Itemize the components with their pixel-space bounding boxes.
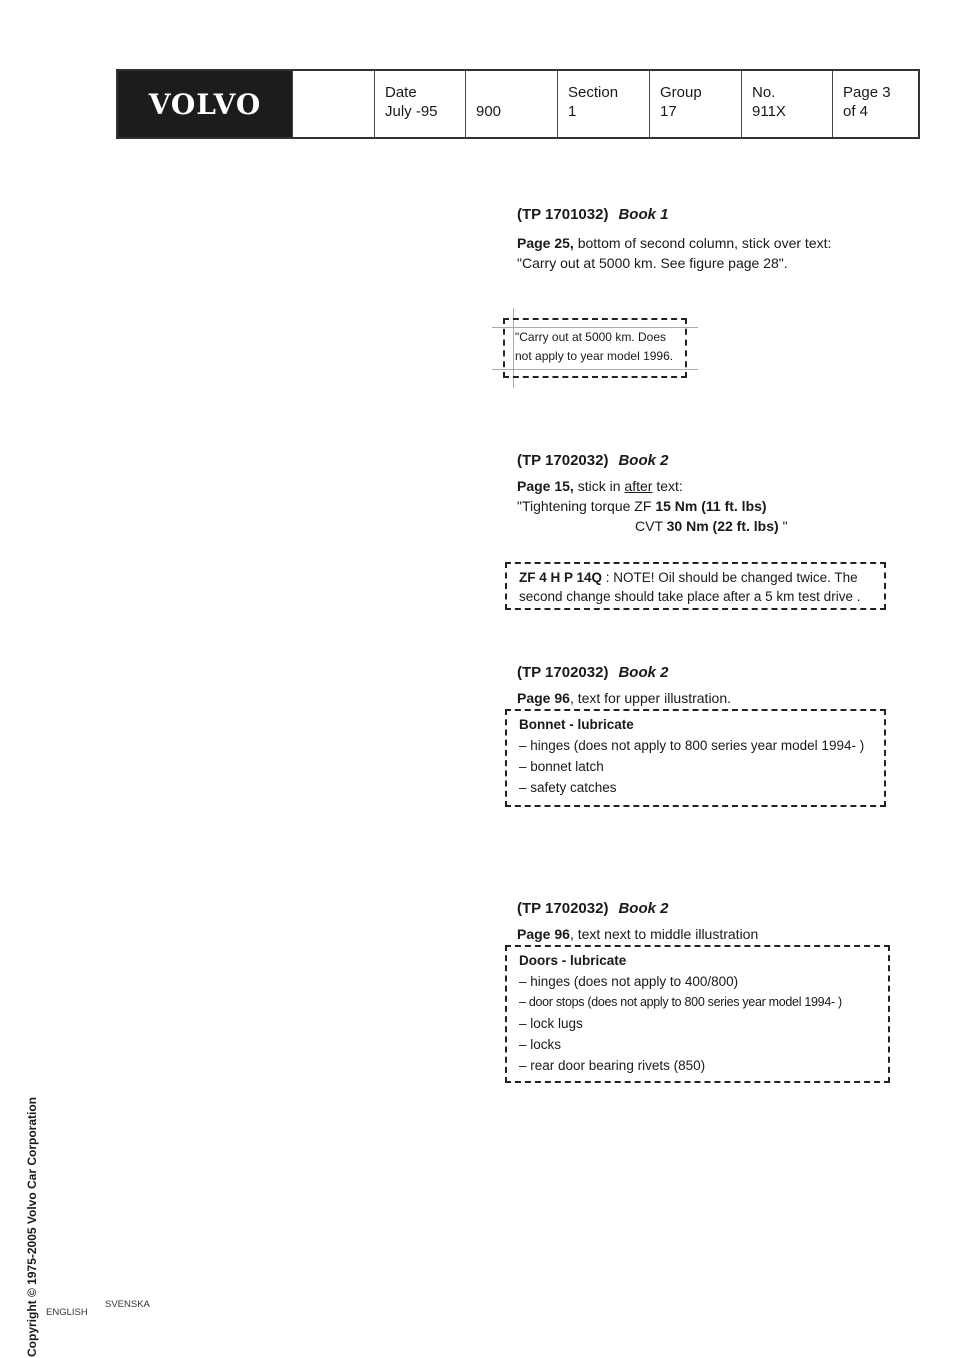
sticker-text: "Carry out at 5000 km. Does bbox=[515, 330, 666, 344]
sticker-text: not apply to year model 1996. bbox=[515, 349, 674, 363]
page-of: of 4 bbox=[843, 103, 869, 120]
sticker-title: Bonnet - lubricate bbox=[519, 717, 634, 732]
section-heading bbox=[517, 664, 668, 681]
sticker-2 bbox=[505, 562, 886, 610]
torque-value: 15 Nm (11 ft. lbs) bbox=[655, 498, 767, 514]
model-cell: 900 bbox=[465, 71, 557, 137]
list-item: – hinges (does not apply to 400/800) bbox=[519, 974, 739, 989]
instruction bbox=[517, 476, 788, 536]
sticker-title: Doors - lubricate bbox=[519, 953, 627, 968]
instruction bbox=[517, 924, 758, 944]
sticker-text: second change should take place after a 5 km test drive . bbox=[519, 589, 861, 604]
list-item: – rear door bearing rivets (850) bbox=[519, 1058, 706, 1073]
section-cell bbox=[557, 71, 649, 137]
number-cell bbox=[741, 71, 832, 137]
section-value: 1 bbox=[568, 103, 577, 120]
torque-value: 30 Nm (22 ft. lbs) bbox=[666, 518, 779, 534]
book-label: Book 2 bbox=[618, 900, 669, 917]
instruction-text: text: bbox=[656, 478, 683, 494]
tp-number: (TP 1702032) bbox=[517, 900, 609, 917]
page-cell bbox=[832, 71, 918, 137]
sticker-3 bbox=[505, 709, 886, 807]
language-svenska: SVENSKA bbox=[105, 1299, 150, 1310]
copyright: Copyright © 1975-2005 Volvo Car Corporation bbox=[25, 1096, 39, 1357]
instruction-text: , text for upper illustration. bbox=[569, 690, 732, 706]
group-label: Group bbox=[660, 84, 702, 101]
sticker-1 bbox=[503, 318, 687, 378]
volvo-logo: VOLVO bbox=[118, 71, 292, 137]
book-label: Book 2 bbox=[618, 452, 669, 469]
instruction-emphasis: after bbox=[624, 478, 653, 494]
torque-label: "Tightening torque ZF bbox=[517, 498, 652, 514]
page-ref: Page 25, bbox=[517, 235, 574, 251]
date-label: Date bbox=[385, 84, 417, 101]
instruction bbox=[517, 688, 731, 708]
list-item: – safety catches bbox=[519, 780, 617, 795]
group-cell bbox=[649, 71, 741, 137]
list-item: – hinges (does not apply to 800 series year model 1994- ) bbox=[519, 738, 865, 753]
group-value: 17 bbox=[660, 103, 677, 120]
section-heading bbox=[517, 206, 668, 223]
number-value: 911X bbox=[752, 103, 786, 120]
book-label: Book 2 bbox=[618, 664, 669, 681]
list-item: – door stops (does not apply to 800 series year model 1994- ) bbox=[519, 995, 842, 1009]
section-heading bbox=[517, 452, 668, 469]
torque-label: CVT bbox=[635, 518, 663, 534]
sticker-4 bbox=[505, 945, 890, 1083]
page-label: Page 3 bbox=[843, 84, 891, 101]
date-value: July -95 bbox=[385, 103, 438, 120]
sticker-model: ZF 4 H P 14Q bbox=[519, 570, 603, 585]
section-label: Section bbox=[568, 84, 619, 101]
instruction bbox=[517, 233, 831, 273]
list-item: – bonnet latch bbox=[519, 759, 604, 774]
quote-mark: " bbox=[782, 518, 788, 534]
page-ref: Page 15, bbox=[517, 478, 574, 494]
book-label: Book 1 bbox=[618, 206, 669, 223]
instruction-text: , text next to middle illustration bbox=[569, 926, 759, 942]
date-cell bbox=[374, 71, 465, 137]
instruction-quote: "Carry out at 5000 km. See figure page 28". bbox=[517, 255, 788, 271]
tp-number: (TP 1701032) bbox=[517, 206, 609, 223]
header-blank-cell bbox=[292, 71, 374, 137]
page-ref: Page 96 bbox=[517, 690, 570, 706]
page-ref: Page 96 bbox=[517, 926, 570, 942]
instruction-text: bottom of second column, stick over text: bbox=[577, 235, 832, 251]
tp-number: (TP 1702032) bbox=[517, 664, 609, 681]
list-item: – lock lugs bbox=[519, 1016, 583, 1031]
sticker-text: : NOTE! Oil should be changed twice. The bbox=[605, 570, 858, 585]
header-table bbox=[116, 69, 920, 139]
tp-number: (TP 1702032) bbox=[517, 452, 609, 469]
instruction-text: stick in bbox=[577, 478, 621, 494]
language-english: ENGLISH bbox=[46, 1307, 88, 1318]
list-item: – locks bbox=[519, 1037, 562, 1052]
number-label: No. bbox=[752, 84, 776, 101]
section-heading bbox=[517, 900, 668, 917]
